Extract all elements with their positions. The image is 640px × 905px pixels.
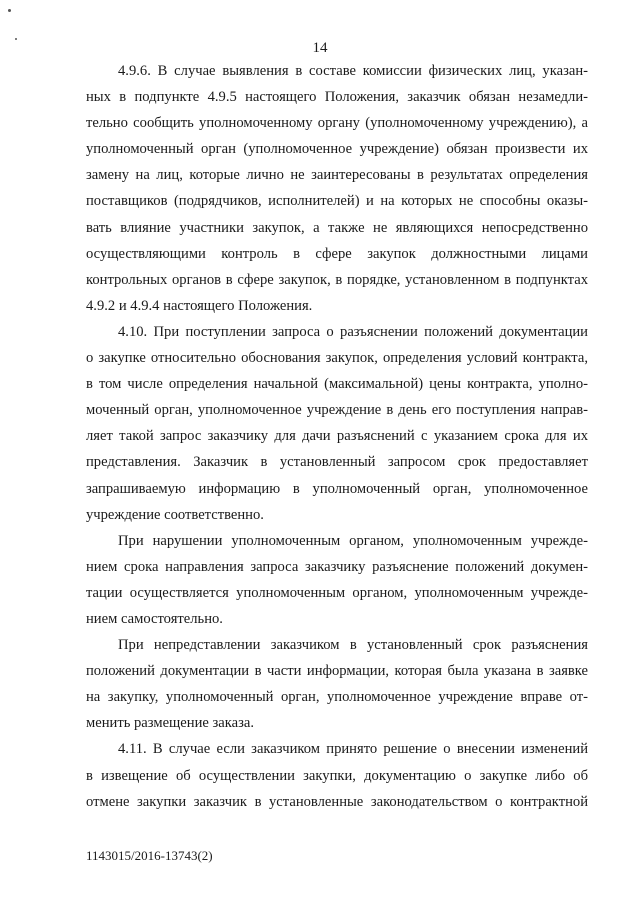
page-number: 14 xyxy=(312,40,328,56)
document-body xyxy=(86,58,588,815)
paragraph xyxy=(86,319,588,528)
paragraph-line: положений документации в части информации, которая была указана в заявке xyxy=(86,663,588,680)
paragraph-line: отмене закупки заказчик в установленные законодательством о контрактной xyxy=(86,793,588,810)
paragraph-line: о закупке относительно обоснования закупок, определения условий контракта, xyxy=(86,350,588,367)
paragraph-line: на закупку, уполномоченный орган, уполномоченное учреждение вправе от- xyxy=(86,689,588,706)
paragraph-line: При нарушении уполномоченным органом, уполномоченным учрежде- xyxy=(118,532,588,549)
paragraph-line: замену на лиц, которые лично не заинтересованы в результатах определения xyxy=(86,167,588,184)
paragraph-line: 4.9.2 и 4.9.4 настоящего Положения. xyxy=(86,297,313,314)
paragraph-line: тельно сообщить уполномоченному органу (уполномоченному учреждению), а xyxy=(86,115,588,132)
paragraph-line: контрольных органов в сфере закупок, в порядке, установленном в подпунктах xyxy=(86,271,588,288)
paragraph-line: 4.10. При поступлении запроса о разъяснении положений документации xyxy=(118,323,588,340)
paragraph xyxy=(86,58,588,319)
paragraph-line: нием срока направления запроса заказчику разъяснение положений докумен- xyxy=(86,558,588,575)
paragraph-line: менить размещение заказа. xyxy=(86,715,254,732)
paragraph xyxy=(86,736,588,814)
paragraph-line: ляет такой запрос заказчику для дачи разъяснений с указанием срока для их xyxy=(86,428,588,445)
paragraph-line: учреждение соответственно. xyxy=(86,506,264,523)
paragraph-line: поставщиков (подрядчиков, исполнителей) и на которых не способны оказы- xyxy=(86,193,588,210)
paragraph-line: 4.11. В случае если заказчиком принято решение о внесении изменений xyxy=(118,741,588,758)
paragraph-line: нием самостоятельно. xyxy=(86,610,223,627)
paragraph-line: моченный орган, уполномоченное учреждение в день его поступления направ- xyxy=(86,402,588,419)
paragraph-line: представления. Заказчик в установленный запросом срок предоставляет xyxy=(86,454,588,471)
paragraph-line: тации осуществляется уполномоченным органом, уполномоченным учрежде- xyxy=(86,584,588,601)
document-footer-code: 1143015/2016-13743(2) xyxy=(86,848,213,863)
paragraph-line: запрашиваемую информацию в уполномоченный орган, уполномоченное xyxy=(86,480,588,497)
paragraph-line: уполномоченный орган (уполномоченное учреждение) обязан произвести их xyxy=(86,141,588,158)
scan-speck xyxy=(8,9,11,12)
paragraph-line: 4.9.6. В случае выявления в составе комиссии физических лиц, указан- xyxy=(118,63,588,79)
paragraph-line: в том числе определения начальной (максимальной) цены контракта, уполно- xyxy=(86,376,588,393)
paragraph xyxy=(86,632,588,736)
paragraph xyxy=(86,528,588,632)
paragraph-line: осуществляющими контроль в сфере закупок должностными лицами xyxy=(86,245,588,262)
paragraph-line: вать влияние участники закупок, а также не являющихся непосредственно xyxy=(86,219,588,236)
paragraph-line: При непредставлении заказчиком в установленный срок разъяснения xyxy=(118,637,588,654)
paragraph-line: ных в подпункте 4.9.5 настоящего Положения, заказчик обязан незамедли- xyxy=(86,89,588,106)
paragraph-line: в извещение об осуществлении закупки, документацию о закупке либо об xyxy=(86,767,588,784)
